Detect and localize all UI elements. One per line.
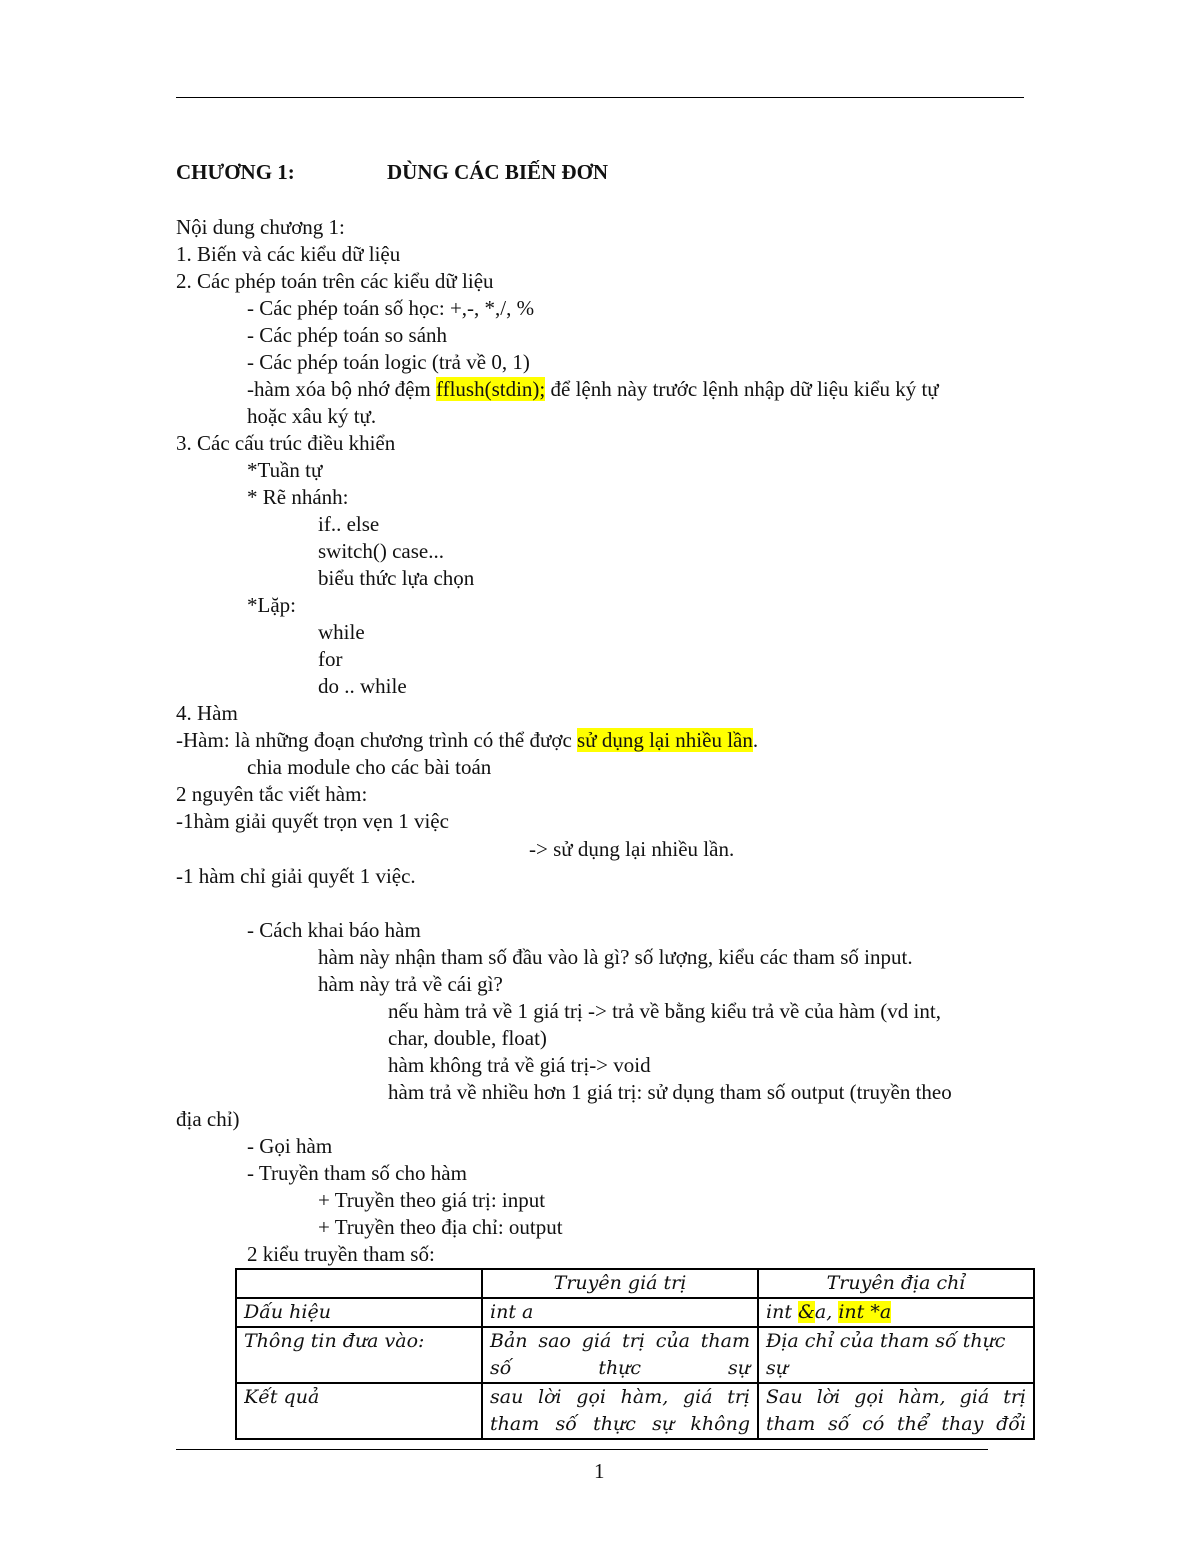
text-line: - Các phép toán so sánh (247, 323, 448, 347)
highlighted-text: sử dụng lại nhiều lần (577, 728, 753, 752)
text-line (176, 727, 758, 754)
text-line: 2 nguyên tắc viết hàm: (176, 782, 368, 806)
text-line: -> sử dụng lại nhiều lần. (529, 837, 735, 861)
by-reference-cell: Địa chỉ của tham số thực sự (758, 1327, 1034, 1383)
chapter-title: DÙNG CÁC BIẾN ĐƠN (387, 160, 609, 184)
text-line: char, double, float) (388, 1026, 547, 1050)
cell-content: Kết quả (244, 1386, 320, 1408)
text-line: chia module cho các bài toán (247, 755, 492, 779)
by-value-cell: Bản sao giá trị của tham số thực sự (482, 1327, 758, 1383)
header-rule (176, 97, 1024, 98)
text-line: for (318, 647, 343, 671)
text-line: 2 kiểu truyền tham số: (247, 1242, 435, 1266)
text-run: a, (814, 1301, 839, 1323)
text-line: hàm này trả về cái gì? (318, 972, 503, 996)
text-line: -1hàm giải quyết trọn vẹn 1 việc (176, 809, 449, 833)
table-row (236, 1298, 1034, 1327)
text-line: hoặc xâu ký tự. (247, 404, 377, 428)
text-line: *Tuần tự (247, 458, 323, 482)
text-line: 4. Hàm (176, 701, 238, 725)
footer-rule (176, 1449, 988, 1450)
table-header-cell (236, 1269, 482, 1298)
text-line: hàm không trả về giá trị-> void (388, 1053, 651, 1077)
text-run: để lệnh này trước lệnh nhập dữ liệu kiểu ký tự (545, 377, 939, 401)
text-line: địa chỉ) (176, 1107, 240, 1131)
text-line: 2. Các phép toán trên các kiểu dữ liệu (176, 269, 494, 293)
row-label: Thông tin đưa vào: (236, 1327, 482, 1383)
cell-content: sau lời gọi hàm, giá trị tham số thực sự không (490, 1386, 750, 1435)
text-line: * Rẽ nhánh: (247, 485, 349, 509)
text-line: switch() case... (318, 539, 444, 563)
by-reference-cell (758, 1298, 1034, 1327)
row-label: Dấu hiệu (236, 1298, 482, 1327)
table-row (236, 1327, 1034, 1383)
by-reference-cell (758, 1383, 1034, 1439)
by-value-cell (482, 1383, 758, 1439)
text-line: - Truyền tham số cho hàm (247, 1161, 467, 1185)
page-number: 1 (594, 1459, 605, 1483)
text-line: - Các phép toán số học: +,-, *,/, % (247, 296, 535, 320)
table-header-cell: Truyên địa chỉ (758, 1269, 1034, 1298)
text-line: if.. else (318, 512, 380, 536)
text-line: while (318, 620, 365, 644)
text-line: biểu thức lựa chọn (318, 566, 475, 590)
text-line: - Các phép toán logic (trả về 0, 1) (247, 350, 530, 374)
chapter-heading (176, 158, 608, 186)
text-line: + Truyền theo địa chỉ: output (318, 1215, 563, 1239)
by-value-cell: int a (482, 1298, 758, 1327)
text-line: *Lặp: (247, 593, 296, 617)
chapter-number: CHƯƠNG 1: (176, 160, 295, 184)
text-line: do .. while (318, 674, 407, 698)
text-line: Nội dung chương 1: (176, 215, 345, 239)
text-line: hàm trả về nhiều hơn 1 giá trị: sử dụng tham số output (truyền theo (388, 1080, 952, 1104)
highlighted-text: int *a (838, 1301, 892, 1323)
text-line: - Gọi hàm (247, 1134, 333, 1158)
text-run: int (766, 1301, 798, 1323)
text-line: - Cách khai báo hàm (247, 918, 421, 942)
text-line: + Truyền theo giá trị: input (318, 1188, 546, 1212)
text-run: -hàm xóa bộ nhớ đệm (247, 377, 436, 401)
text-run: -Hàm: là những đoạn chương trình có thể được (176, 728, 578, 752)
parameter-passing-table (235, 1268, 1035, 1440)
text-line (247, 376, 939, 403)
text-line: 3. Các cấu trúc điều khiển (176, 431, 396, 455)
table-header-row (236, 1269, 1034, 1298)
text-line: 1. Biến và các kiểu dữ liệu (176, 242, 401, 266)
highlighted-text: & (798, 1301, 815, 1323)
text-line: nếu hàm trả về 1 giá trị -> trả về bằng kiểu trả về của hàm (vd int, (388, 999, 941, 1023)
text-run: . (752, 728, 759, 752)
row-label (236, 1383, 482, 1439)
highlighted-text: fflush(stdin); (435, 377, 546, 401)
table-row (236, 1383, 1034, 1439)
text-line: -1 hàm chỉ giải quyết 1 việc. (176, 864, 416, 888)
cell-content: Sau lời gọi hàm, giá trị tham số có thể thay đổi (766, 1386, 1026, 1435)
table-header-cell: Truyên giá trị (482, 1269, 758, 1298)
text-line: hàm này nhận tham số đầu vào là gì? số lượng, kiểu các tham số input. (318, 945, 913, 969)
